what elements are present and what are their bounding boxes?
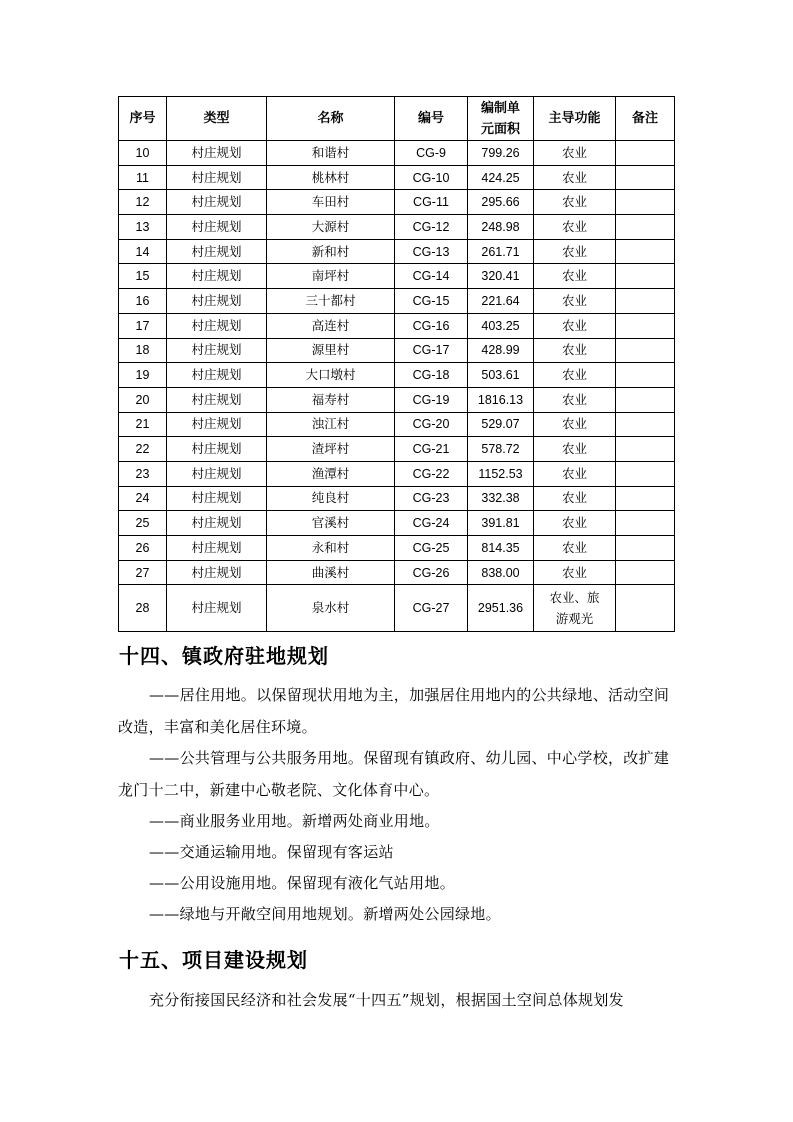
cell-code: CG-25	[395, 536, 468, 561]
cell-area: 799.26	[468, 141, 534, 166]
cell-area: 1816.13	[468, 387, 534, 412]
cell-code: CG-15	[395, 289, 468, 314]
cell-code: CG-12	[395, 215, 468, 240]
header-name: 名称	[267, 97, 395, 141]
cell-note	[616, 338, 675, 363]
cell-function: 农业	[534, 486, 616, 511]
header-code: 编号	[395, 97, 468, 141]
table-row	[119, 536, 675, 561]
cell-note	[616, 313, 675, 338]
cell-note	[616, 289, 675, 314]
section14-paragraph: ——公共管理与公共服务用地。保留现有镇政府、幼儿园、中心学校，改扩建龙门十二中，新建中心敬老院、文化体育中心。	[118, 749, 670, 799]
cell-type: 村庄规划	[167, 215, 267, 240]
cell-type: 村庄规划	[167, 239, 267, 264]
cell-note	[616, 190, 675, 215]
table-row	[119, 313, 675, 338]
cell-serial: 25	[119, 511, 167, 536]
cell-serial: 23	[119, 461, 167, 486]
section14-paragraph: ——公用设施用地。保留现有液化气站用地。	[149, 874, 456, 892]
cell-area: 248.98	[468, 215, 534, 240]
section14-paragraph: ——交通运输用地。保留现有客运站	[149, 843, 394, 861]
cell-serial: 13	[119, 215, 167, 240]
cell-area: 320.41	[468, 264, 534, 289]
cell-name: 新和村	[267, 239, 395, 264]
header-serial: 序号	[119, 97, 167, 141]
cell-name: 永和村	[267, 536, 395, 561]
cell-note	[616, 461, 675, 486]
table-row	[119, 190, 675, 215]
cell-name: 泉水村	[267, 585, 395, 632]
cell-type: 村庄规划	[167, 289, 267, 314]
cell-code: CG-17	[395, 338, 468, 363]
table-row	[119, 165, 675, 190]
cell-note	[616, 585, 675, 632]
cell-type: 村庄规划	[167, 536, 267, 561]
table-row	[119, 239, 675, 264]
table-row	[119, 289, 675, 314]
cell-area: 428.99	[468, 338, 534, 363]
cell-name: 桃林村	[267, 165, 395, 190]
cell-name: 渣坪村	[267, 437, 395, 462]
cell-type: 村庄规划	[167, 363, 267, 388]
cell-name: 高连村	[267, 313, 395, 338]
cell-function: 农业	[534, 560, 616, 585]
cell-area: 391.81	[468, 511, 534, 536]
cell-type: 村庄规划	[167, 141, 267, 166]
cell-area: 503.61	[468, 363, 534, 388]
table-header-row	[119, 97, 675, 141]
table-row	[119, 363, 675, 388]
cell-area: 1152.53	[468, 461, 534, 486]
cell-name: 大口墩村	[267, 363, 395, 388]
cell-note	[616, 165, 675, 190]
cell-function: 农业	[534, 338, 616, 363]
cell-serial: 12	[119, 190, 167, 215]
cell-serial: 15	[119, 264, 167, 289]
cell-function: 农业	[534, 387, 616, 412]
cell-serial: 28	[119, 585, 167, 632]
cell-type: 村庄规划	[167, 412, 267, 437]
cell-area: 403.25	[468, 313, 534, 338]
cell-name: 曲溪村	[267, 560, 395, 585]
cell-function: 农业	[534, 165, 616, 190]
cell-note	[616, 363, 675, 388]
cell-name: 源里村	[267, 338, 395, 363]
cell-serial: 26	[119, 536, 167, 561]
cell-type: 村庄规划	[167, 387, 267, 412]
table-row	[119, 560, 675, 585]
cell-function: 农业	[534, 190, 616, 215]
cell-area: 332.38	[468, 486, 534, 511]
cell-type: 村庄规划	[167, 486, 267, 511]
cell-serial: 14	[119, 239, 167, 264]
cell-serial: 19	[119, 363, 167, 388]
cell-function: 农业	[534, 264, 616, 289]
cell-serial: 21	[119, 412, 167, 437]
header-note: 备注	[616, 97, 675, 141]
cell-area: 838.00	[468, 560, 534, 585]
cell-name: 官溪村	[267, 511, 395, 536]
section15-heading: 十五、项目建设规划	[119, 948, 308, 972]
section14-heading: 十四、镇政府驻地规划	[119, 644, 329, 668]
cell-code: CG-16	[395, 313, 468, 338]
header-type: 类型	[167, 97, 267, 141]
cell-code: CG-24	[395, 511, 468, 536]
village-plan-table	[118, 96, 675, 632]
cell-serial: 22	[119, 437, 167, 462]
cell-serial: 17	[119, 313, 167, 338]
table-row	[119, 264, 675, 289]
cell-function: 农业	[534, 437, 616, 462]
cell-code: CG-10	[395, 165, 468, 190]
cell-name: 和谐村	[267, 141, 395, 166]
cell-code: CG-18	[395, 363, 468, 388]
cell-function: 农业	[534, 511, 616, 536]
table-row	[119, 437, 675, 462]
cell-function: 农业	[534, 536, 616, 561]
cell-function: 农业	[534, 363, 616, 388]
cell-function: 农业	[534, 313, 616, 338]
cell-function: 农业	[534, 289, 616, 314]
cell-code: CG-26	[395, 560, 468, 585]
cell-name: 南坪村	[267, 264, 395, 289]
cell-type: 村庄规划	[167, 437, 267, 462]
section14-paragraph: ——居住用地。以保留现状用地为主，加强居住用地内的公共绿地、活动空间改造，丰富和美化居住环境。	[118, 686, 670, 736]
cell-code: CG-13	[395, 239, 468, 264]
cell-area: 578.72	[468, 437, 534, 462]
table-row	[119, 387, 675, 412]
cell-name: 福寿村	[267, 387, 395, 412]
cell-serial: 10	[119, 141, 167, 166]
table-row	[119, 486, 675, 511]
cell-function: 农业、旅游观光	[534, 585, 616, 632]
cell-code: CG-19	[395, 387, 468, 412]
cell-note	[616, 560, 675, 585]
section15-paragraph: 充分衔接国民经济和社会发展“十四五”规划，根据国土空间总体规划发	[149, 991, 624, 1009]
cell-function: 农业	[534, 461, 616, 486]
cell-note	[616, 486, 675, 511]
cell-type: 村庄规划	[167, 165, 267, 190]
section14-paragraph: ——绿地与开敞空间用地规划。新增两处公园绿地。	[149, 905, 501, 923]
table-row	[119, 141, 675, 166]
cell-code: CG-20	[395, 412, 468, 437]
cell-area: 814.35	[468, 536, 534, 561]
cell-serial: 27	[119, 560, 167, 585]
cell-area: 261.71	[468, 239, 534, 264]
cell-code: CG-14	[395, 264, 468, 289]
table-row	[119, 412, 675, 437]
cell-code: CG-11	[395, 190, 468, 215]
cell-note	[616, 536, 675, 561]
table-row	[119, 511, 675, 536]
section14-paragraph: ——商业服务业用地。新增两处商业用地。	[149, 812, 440, 830]
cell-type: 村庄规划	[167, 264, 267, 289]
cell-serial: 18	[119, 338, 167, 363]
cell-function: 农业	[534, 412, 616, 437]
cell-note	[616, 412, 675, 437]
header-area: 编制单元面积	[468, 97, 534, 141]
cell-code: CG-9	[395, 141, 468, 166]
cell-name: 三十都村	[267, 289, 395, 314]
cell-function: 农业	[534, 239, 616, 264]
cell-area: 529.07	[468, 412, 534, 437]
table-row	[119, 585, 675, 632]
header-function: 主导功能	[534, 97, 616, 141]
cell-name: 大源村	[267, 215, 395, 240]
cell-type: 村庄规划	[167, 338, 267, 363]
cell-serial: 24	[119, 486, 167, 511]
cell-area: 221.64	[468, 289, 534, 314]
cell-type: 村庄规划	[167, 511, 267, 536]
cell-serial: 16	[119, 289, 167, 314]
cell-note	[616, 141, 675, 166]
cell-code: CG-27	[395, 585, 468, 632]
cell-function: 农业	[534, 215, 616, 240]
cell-note	[616, 264, 675, 289]
cell-code: CG-23	[395, 486, 468, 511]
cell-type: 村庄规划	[167, 190, 267, 215]
cell-note	[616, 239, 675, 264]
cell-serial: 20	[119, 387, 167, 412]
cell-note	[616, 387, 675, 412]
cell-area: 2951.36	[468, 585, 534, 632]
cell-function: 农业	[534, 141, 616, 166]
cell-type: 村庄规划	[167, 560, 267, 585]
cell-code: CG-21	[395, 437, 468, 462]
cell-code: CG-22	[395, 461, 468, 486]
cell-type: 村庄规划	[167, 313, 267, 338]
cell-type: 村庄规划	[167, 585, 267, 632]
table-row	[119, 338, 675, 363]
cell-area: 295.66	[468, 190, 534, 215]
cell-name: 车田村	[267, 190, 395, 215]
cell-serial: 11	[119, 165, 167, 190]
table-row	[119, 215, 675, 240]
table-row	[119, 461, 675, 486]
cell-note	[616, 511, 675, 536]
cell-name: 渔潭村	[267, 461, 395, 486]
cell-note	[616, 437, 675, 462]
cell-name: 纯良村	[267, 486, 395, 511]
cell-name: 浊江村	[267, 412, 395, 437]
cell-area: 424.25	[468, 165, 534, 190]
cell-type: 村庄规划	[167, 461, 267, 486]
cell-note	[616, 215, 675, 240]
